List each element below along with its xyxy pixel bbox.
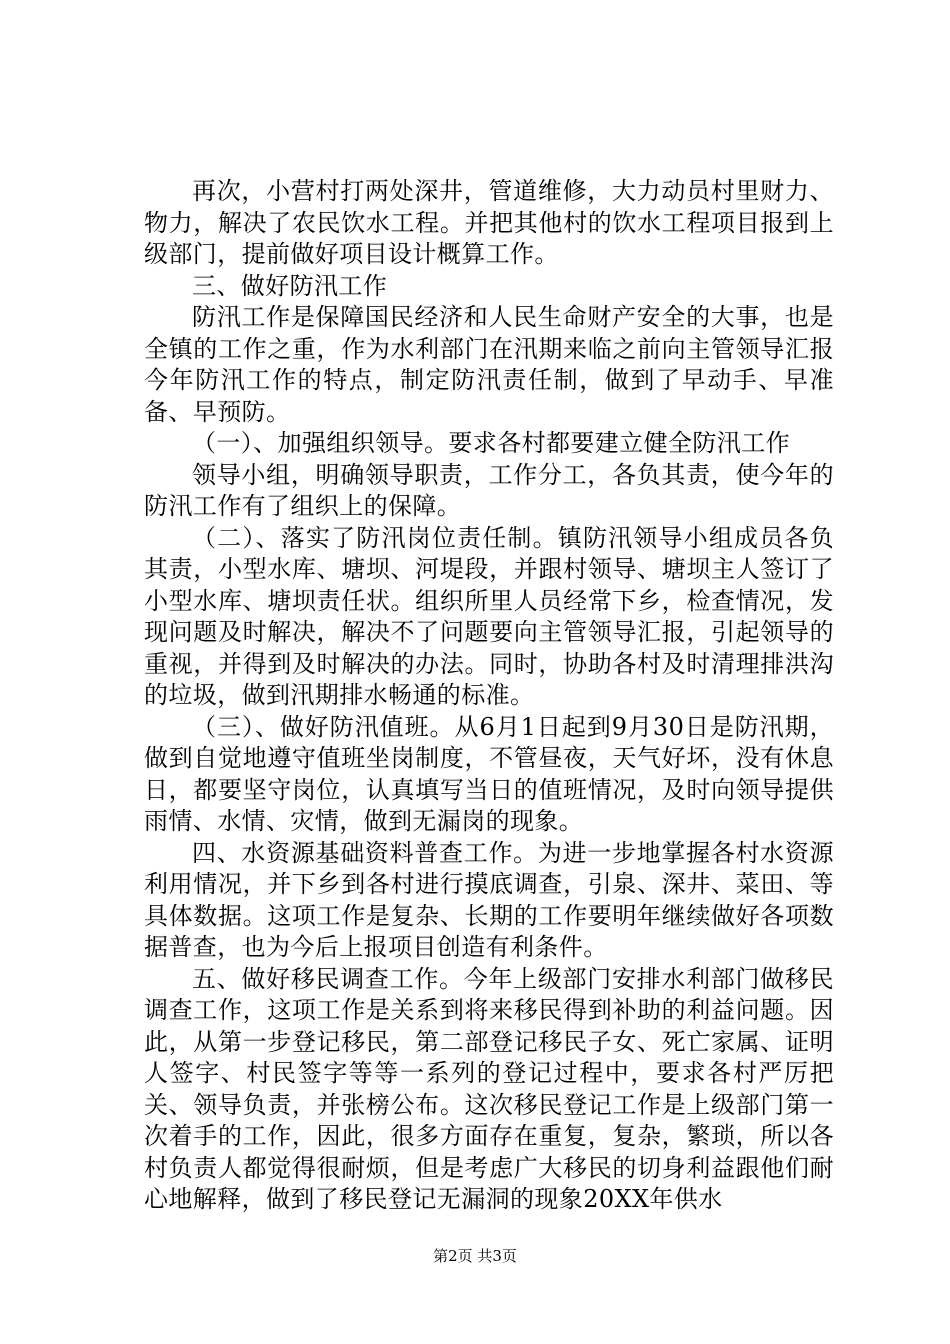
paragraph-responsibility-system: （二）、落实了防汛岗位责任制。镇防汛领导小组成员各负其责，小型水库、塘坝、河堤段，并跟村领导、塘坝主人签订了小型水库、塘坝责任状。组织所里人员经常下乡，检查情况，发现问题及时解决，解决不了问题要向主管领导汇报，引起领导的重视，并得到及时解决的办法。同时，协助各村及时清理排洪沟的垃圾，做到汛期排水畅通的标准。 — [144, 523, 834, 709]
paragraph-leadership-group: 领导小组，明确领导职责，工作分工，各负其责，使今年的防汛工作有了组织上的保障。 — [144, 460, 834, 520]
heading-flood-control: 三、做好防汛工作 — [192, 271, 388, 300]
document-body — [144, 176, 834, 1216]
paragraph-flood-control-intro: 防汛工作是保障国民经济和人民生命财产安全的大事，也是全镇的工作之重，作为水利部门在汛期来临之前向主管领导汇报今年防汛工作的特点，制定防汛责任制，做到了早动手、早准备、早预防。 — [144, 303, 834, 426]
paragraph-migrant-survey: 五、做好移民调查工作。今年上级部门安排水利部门做移民调查工作，这项工作是关系到将来移民得到补助的利益问题。因此，从第一步登记移民，第二部登记移民子女、死亡家属、证明人签字、村民签字等等一系列的登记过程中，要求各村严厉把关、领导负责，并张榜公布。这次移民登记工作是上级部门第一次着手的工作，因此，很多方面存在重复，复杂，繁琐，所以各村负责人都觉得很耐烦，但是考虑广大移民的切身利益跟他们耐心地解释，做到了移民登记无漏洞的现象20XX年供水 — [144, 964, 834, 1213]
paragraph-strengthen-leadership: （一）、加强组织领导。要求各村都要建立健全防汛工作 — [192, 429, 790, 457]
page-footer: 第2页 共3页 — [433, 1247, 517, 1265]
paragraph-flood-duty: （三）、做好防汛值班。从6月1日起到9月30日是防汛期，做到自觉地遵守值班坐岗制度，不管昼夜，天气好坏，没有休息日，都要坚守岗位，认真填写当日的值班情况，及时向领导提供雨情、水情、灾情，做到无漏岗的现象。 — [144, 712, 834, 835]
paragraph-water-resources-survey: 四、水资源基础资料普查工作。为进一步地掌握各村水资源利用情况，并下乡到各村进行摸底调查，引泉、深井、菜田、等具体数据。这项工作是复杂、长期的工作要明年继续做好各项数据普查，也为今后上报项目创造有利条件。 — [144, 838, 834, 961]
paragraph-drinking-water: 再次，小营村打两处深井，管道维修，大力动员村里财力、物力，解决了农民饮水工程。并把其他村的饮水工程项目报到上级部门，提前做好项目设计概算工作。 — [144, 177, 834, 268]
